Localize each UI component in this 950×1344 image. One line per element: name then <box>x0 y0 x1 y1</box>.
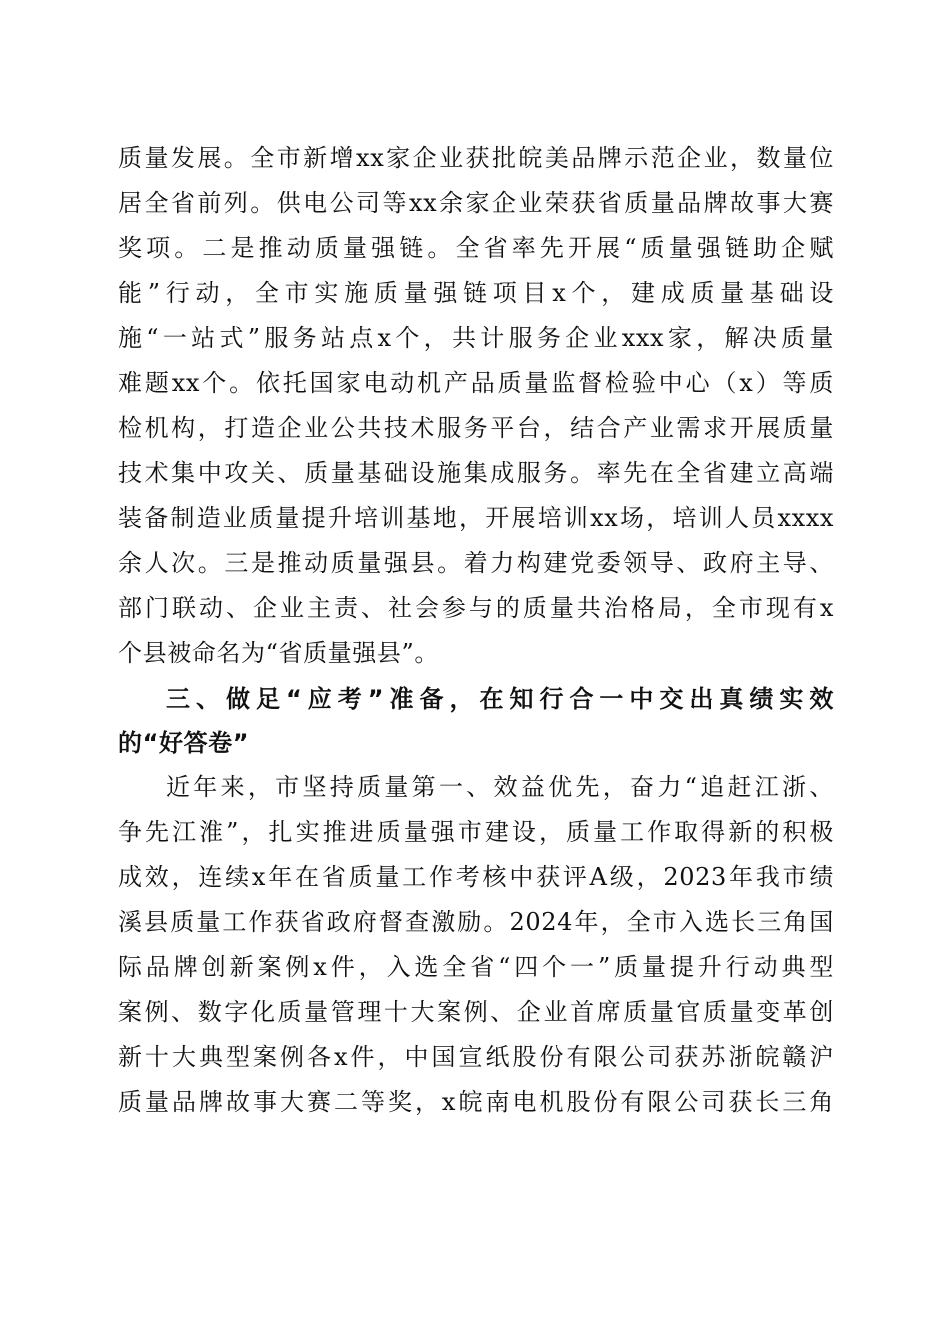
paragraph-line: 个县被命名为“省质量强县”。 <box>118 639 439 667</box>
paragraph-line: 检机构，打造企业公共技术服务平台，结合产业需求开展质量 <box>118 414 834 442</box>
paragraph-line: 质量品牌故事大赛二等奖，x皖南电机股份有限公司获长三角 <box>118 1088 834 1116</box>
paragraph-line: 能”行动，全市实施质量强链项目x个，建成质量基础设 <box>118 279 834 307</box>
paragraph-line: 居全省前列。供电公司等xx余家企业荣获省质量品牌故事大赛 <box>118 189 834 217</box>
paragraph-line: 案例、数字化质量管理十大案例、企业首席质量官质量变革创 <box>118 998 834 1026</box>
paragraph-recent-years <box>118 765 834 1125</box>
paragraph-line: 争先江淮”，扎实推进质量强市建设，质量工作取得新的积极 <box>118 818 834 846</box>
paragraph-line: 成效，连续x年在省质量工作考核中获评A级，2023年我市绩 <box>118 863 834 891</box>
heading-line: 的“好答卷” <box>118 729 250 757</box>
paragraph-line: 部门联动、企业主责、社会参与的质量共治格局，全市现有x <box>118 594 834 622</box>
heading-line: 三、做足“应考”准备，在知行合一中交出真绩实效 <box>166 685 834 713</box>
paragraph-line: 新十大典型案例各x件，中国宣纸股份有限公司获苏浙皖赣沪 <box>118 1043 834 1071</box>
paragraph-line: 际品牌创新案例x件，入选全省“四个一”质量提升行动典型 <box>118 953 834 981</box>
paragraph-line: 溪县质量工作获省政府督查激励。2024年，全市入选长三角国 <box>118 908 834 936</box>
paragraph-line: 装备制造业质量提升培训基地，开展培训xx场，培训人员xxxx <box>118 504 834 532</box>
paragraph-line: 难题xx个。依托国家电动机产品质量监督检验中心（x）等质 <box>118 369 834 397</box>
paragraph-line: 技术集中攻关、质量基础设施集成服务。率先在全省建立高端 <box>118 459 834 487</box>
paragraph-line: 奖项。二是推动质量强链。全省率先开展“质量强链助企赋 <box>118 234 834 262</box>
paragraph-quality-development <box>118 136 834 676</box>
paragraph-line: 近年来，市坚持质量第一、效益优先，奋力“追赶江浙、 <box>166 773 834 801</box>
paragraph-line: 余人次。三是推动质量强县。着力构建党委领导、政府主导、 <box>118 549 834 577</box>
section-heading <box>118 677 834 765</box>
paragraph-line: 施“一站式”服务站点x个，共计服务企业xxx家，解决质量 <box>118 324 834 352</box>
paragraph-line: 质量发展。全市新增xx家企业获批皖美品牌示范企业，数量位 <box>118 144 834 172</box>
